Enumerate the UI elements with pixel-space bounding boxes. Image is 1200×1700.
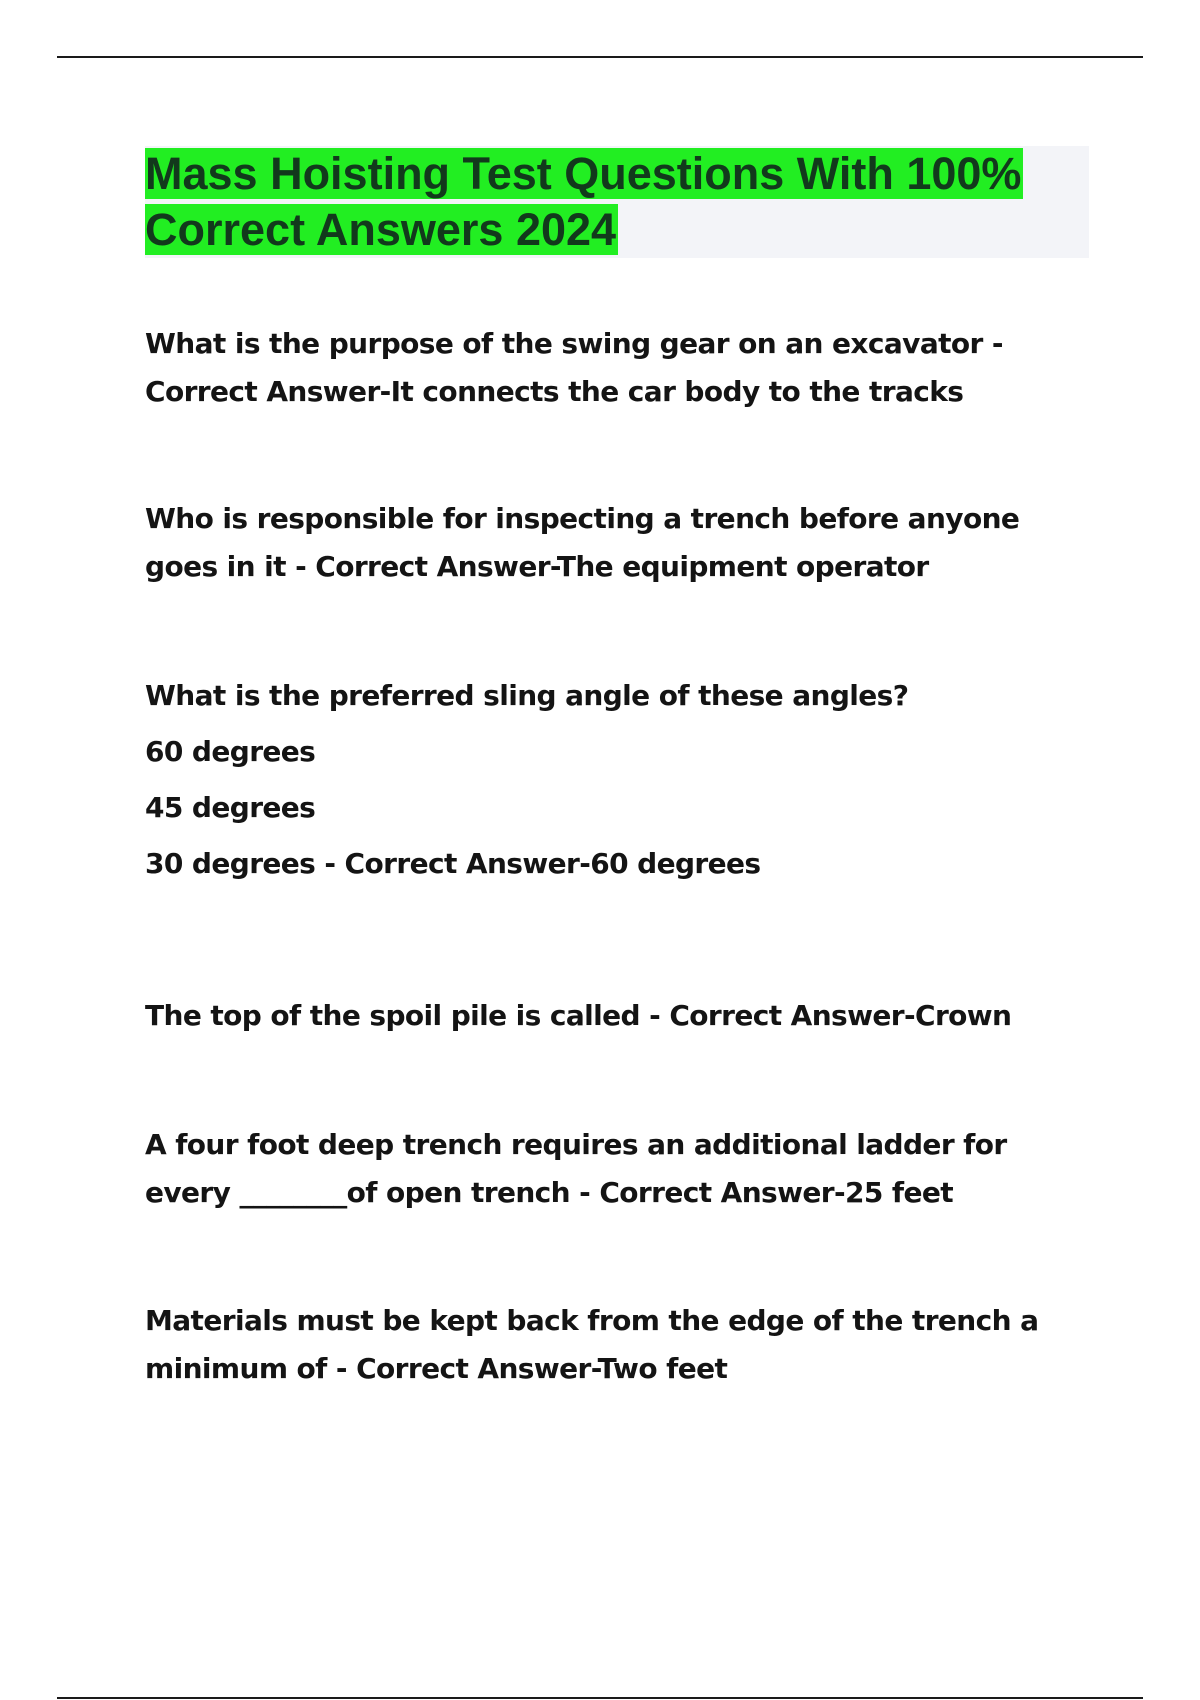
title-block xyxy=(145,146,1089,258)
qa-option-line: 45 degrees xyxy=(145,791,316,824)
question-answer-1 xyxy=(145,320,1095,416)
qa-question-line: What is the preferred sling angle of these angles? xyxy=(145,679,909,712)
bottom-rule xyxy=(57,1697,1143,1699)
question-answer-5 xyxy=(145,1121,1095,1217)
qa-text: A four foot deep trench requires an additional ladder for every ________of open trench - Correct Answer-25 feet xyxy=(145,1128,1007,1209)
qa-option-line: 60 degrees xyxy=(145,735,316,768)
question-answer-6 xyxy=(145,1297,1095,1393)
title-highlight: Mass Hoisting Test Questions With 100% Correct Answers 2024 xyxy=(145,148,1022,255)
question-answer-2 xyxy=(145,495,1095,591)
document-title xyxy=(145,146,1089,258)
question-answer-3 xyxy=(145,672,1095,896)
question-answer-4 xyxy=(145,992,1095,1040)
qa-text: Who is responsible for inspecting a trench before anyone goes in it - Correct Answer-The equipment operator xyxy=(145,502,1020,583)
qa-answer-line: 30 degrees - Correct Answer-60 degrees xyxy=(145,847,761,880)
qa-text: What is the purpose of the swing gear on an excavator - Correct Answer-It connects the car body to the tracks xyxy=(145,327,1003,408)
qa-text: Materials must be kept back from the edge of the trench a minimum of - Correct Answer-Two feet xyxy=(145,1304,1039,1385)
qa-text: The top of the spoil pile is called - Correct Answer-Crown xyxy=(145,999,1012,1032)
top-rule xyxy=(57,56,1143,58)
